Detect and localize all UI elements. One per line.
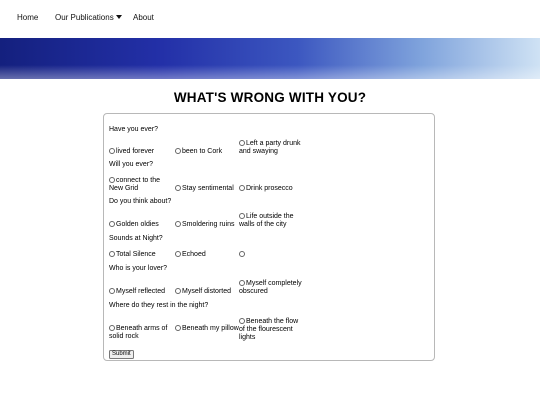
option-label: Beneath my pillow xyxy=(182,325,239,332)
option-label: Myself reflected xyxy=(116,288,166,295)
question-3-option-2[interactable] xyxy=(175,221,241,229)
radio-icon[interactable] xyxy=(175,185,181,191)
option-label: Left a party drunk and swaying xyxy=(239,140,301,155)
question-3-option-3[interactable] xyxy=(239,213,303,229)
radio-icon[interactable] xyxy=(175,148,181,154)
option-label: Smoldering ruins xyxy=(182,221,235,228)
radio-icon[interactable] xyxy=(109,148,115,154)
radio-icon[interactable] xyxy=(109,221,115,227)
radio-icon[interactable] xyxy=(175,288,181,294)
question-1-option-3[interactable] xyxy=(239,140,305,156)
question-5-option-3[interactable] xyxy=(239,280,307,296)
question-6-option-2[interactable] xyxy=(175,325,239,333)
question-5-option-1[interactable] xyxy=(109,288,173,296)
radio-icon[interactable] xyxy=(109,288,115,294)
radio-icon[interactable] xyxy=(175,251,181,257)
radio-icon[interactable] xyxy=(109,325,115,331)
nav-home-link[interactable]: Home xyxy=(17,13,39,22)
radio-icon[interactable] xyxy=(239,251,245,257)
header-banner xyxy=(0,38,540,79)
nav-publications-dropdown[interactable] xyxy=(55,13,122,22)
question-6-option-3[interactable] xyxy=(239,318,305,342)
radio-icon[interactable] xyxy=(239,318,245,324)
radio-icon[interactable] xyxy=(239,213,245,219)
radio-icon[interactable] xyxy=(239,280,245,286)
radio-icon[interactable] xyxy=(175,325,181,331)
question-4-option-3[interactable] xyxy=(239,251,303,259)
question-4-label: Sounds at Night? xyxy=(109,235,163,242)
radio-icon[interactable] xyxy=(175,221,181,227)
question-3-option-1[interactable] xyxy=(109,221,173,229)
radio-icon[interactable] xyxy=(239,185,245,191)
option-label: Life outside the walls of the city xyxy=(239,213,294,228)
question-1-option-2[interactable] xyxy=(175,148,239,156)
question-6-label: Where do they rest in the night? xyxy=(109,302,209,309)
option-label: been to Cork xyxy=(182,148,223,155)
option-label: Drink prosecco xyxy=(246,185,293,192)
question-4-option-2[interactable] xyxy=(175,251,239,259)
submit-button[interactable]: Submit xyxy=(109,350,134,359)
question-6-option-1[interactable] xyxy=(109,325,173,341)
option-label: Golden oldies xyxy=(116,221,159,228)
radio-icon[interactable] xyxy=(239,140,245,146)
question-5-option-2[interactable] xyxy=(175,288,239,296)
option-label: Beneath arms of solid rock xyxy=(109,325,168,340)
option-label: connect to the New Grid xyxy=(109,177,160,192)
option-label: Beneath the flow of the flourescent lights xyxy=(239,318,299,341)
caret-down-icon xyxy=(116,15,122,19)
question-2-option-2[interactable] xyxy=(175,185,239,193)
option-label: Stay sentimental xyxy=(182,185,234,192)
question-4-option-1[interactable] xyxy=(109,251,173,259)
option-label: Total Silence xyxy=(116,251,156,258)
question-2-option-1[interactable] xyxy=(109,177,171,193)
option-label: Myself completely obscured xyxy=(239,280,302,295)
radio-icon[interactable] xyxy=(109,251,115,257)
question-1-label: Have you ever? xyxy=(109,126,159,133)
option-label: lived forever xyxy=(116,148,155,155)
nav-about-link[interactable]: About xyxy=(133,13,154,22)
question-2-label: Will you ever? xyxy=(109,161,153,168)
top-nav xyxy=(0,0,540,38)
quiz-form xyxy=(103,113,435,361)
nav-publications-label: Our Publications xyxy=(55,13,114,22)
radio-icon[interactable] xyxy=(109,177,115,183)
question-1-option-1[interactable] xyxy=(109,148,173,156)
question-5-label: Who is your lover? xyxy=(109,265,167,272)
question-3-label: Do you think about? xyxy=(109,198,172,205)
page-title: WHAT'S WRONG WITH YOU? xyxy=(173,90,367,105)
question-2-option-3[interactable] xyxy=(239,185,309,193)
option-label: Myself distorted xyxy=(182,288,232,295)
option-label: Echoed xyxy=(182,251,206,258)
